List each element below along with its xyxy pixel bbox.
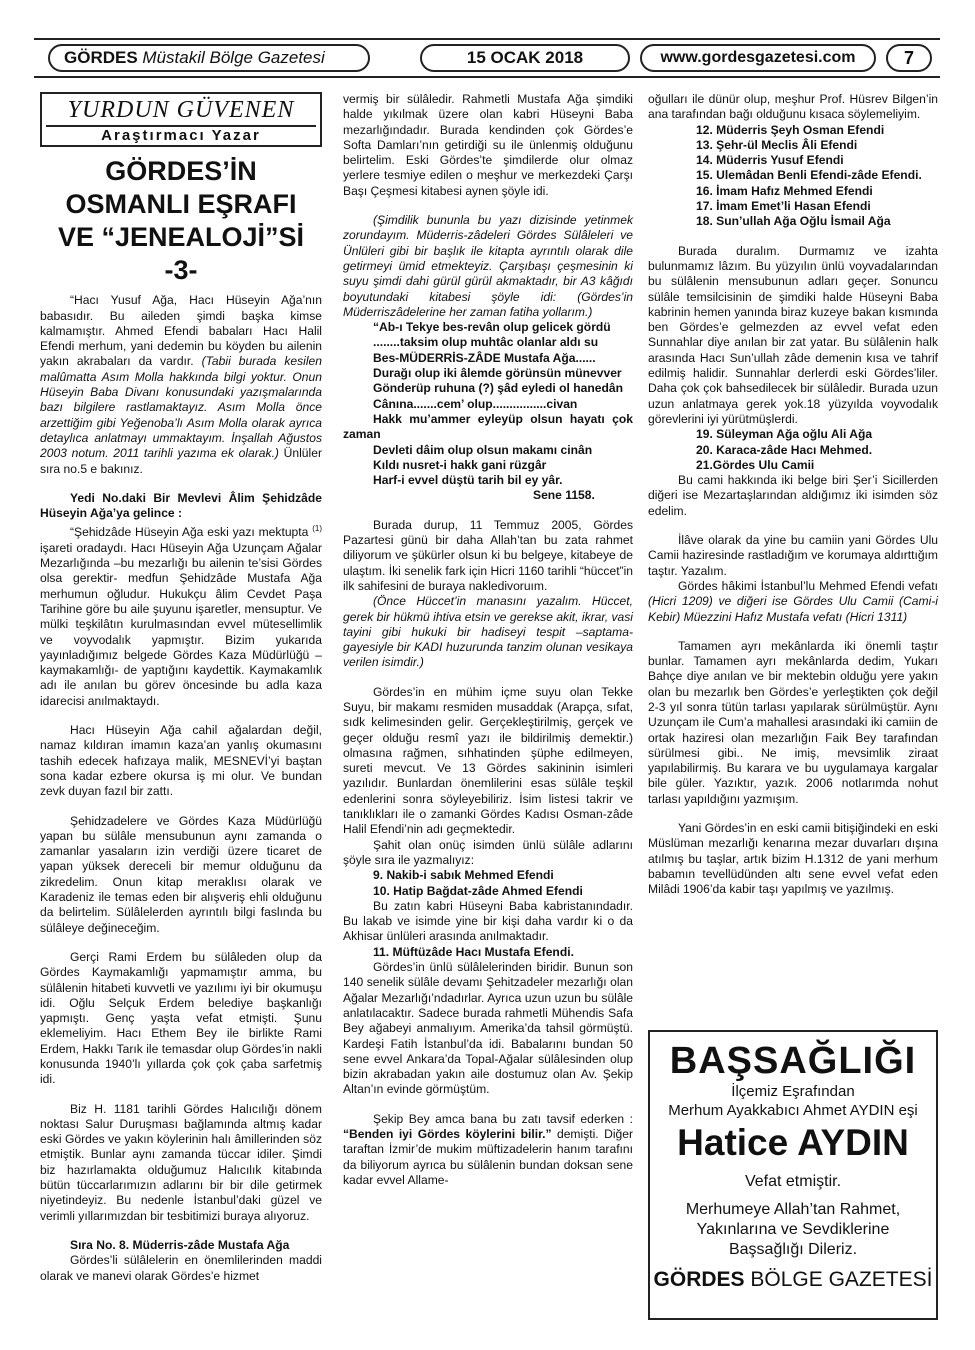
paragraph: Gördes hâkimi İstanbul’lu Mehmed Efendi vefatı (Hicri 1209) ve diğeri ise Gördes Ulu Camii (Cami-i Kebir) Müezzini Hafız Mustafa vefatı (Hicri 1311) [648, 578, 938, 624]
inscription-line: Cânına.......cem’ olup................civan [373, 396, 578, 411]
paragraph: Bu zatın kabri Hüseyni Baba kabristanındadır. Bu lakab ve isimde yine bir kişi daha vardır ki o da Akhisar ünlüleri arasında anılmaktadır. [343, 898, 633, 944]
list-item: 19. Süleyman Ağa oğlu Ali Ağa [696, 427, 873, 442]
inscription-line: Hakk mu’ammer eyleyüp olsun hayatı çok zaman [343, 411, 633, 442]
condolence-ad [648, 1030, 938, 1320]
paragraph-italic: (Şimdilik bununla bu yazı dizisinde yetinmek zorundayım. Müderris-zâdeleri Gördes Sülâleleri ve Ünlüleri gibi bir başlık ile kitapta ayrıntılı olarak dile getirmeyi ümid etmekteyiz. Çarşıbaşı çeşmesinin ki suyu şimdi dahi gürül gürül akmaktadır, bir A3 kâğıdı boyutundaki kitabesi şöyle idi: (Gördes’in Müderriszâdelerine her zaman fatiha yollarım.) [343, 213, 633, 319]
paragraph: Biz H. 1181 tarihli Gördes Halıcılığı dönem noktası Salur Duruşması bağlamında altmış kadar eski Gördes ve yakın köylerinin halı âmillerinden söz etmiştik. Bunlar aynı zamanda tüccar idiler. Şimdi biz hazırlamakta olduğumuz Halıcılık kitabında bütün tüccarlarımızın adlarını bir bir dile getirmek niyetindeyiz. Bu nedenle İstanbul’daki güzel ve verimli yıllarımızdan bir tesbitimizi buraya alıyoruz. [40, 1101, 322, 1223]
list-item: 16. İmam Hafız Mehmed Efendi [696, 183, 873, 198]
paragraph: Gerçi Rami Erdem bu sülâleden olup da Gördes Kaymakamlığı yapmamıştır amma, bu sülâlenin hitabeti kuvvetli ve yazılımı iyi bir okumuşu idi. Oğlu Selçuk Erdem belediye başkanlığı yapmıştı. Genç yaşta vefat etmişti. Şunu eklemeliyim. Hacı Ethem Bey ile birlikte Rami Erdem, Hakkı Tarık ile temasdar olup Gördes’in nakli konusunda 1940’lı yıllarda çok çok çaba sarfetmiş idi. [40, 949, 322, 1087]
list-item: 11. Müftüzâde Hacı Mustafa Efendi. [373, 944, 574, 959]
inscription-line: Harf-i evvel düştü tarih bil ey yâr. [373, 473, 563, 488]
article-title [40, 155, 322, 287]
list-item: 17. İmam Emet’li Hasan Efendi [696, 199, 871, 214]
list-item: 12. Müderris Şeyh Osman Efendi [696, 122, 885, 137]
paragraph: Burada durup, 11 Temmuz 2005, Gördes Pazartesi günü bir daha Allah’tan bu zata rahmet diliyorum ve şükürler olsun ki bu belgeye, kitabeye de ulaştım. İki senelik fark için Hicri 1160 tarihli “hüccet”in ilk sahifesini de buraya nakledivoruım. [343, 517, 633, 593]
paragraph: Yani Gördes’in en eski camii bitişiğindeki en eski Müslüman mezarlığı kenarına mezar duvarları dışına atılmış bu taşlar, artık bizim H.1312 de yani merhum babamın tevellüdünden altı sene evvel vefat eden Milâdi 1906’da kabir taşı yapılmış ve yazılmış. [648, 821, 938, 897]
ad-body-4: Başsağlığı Dileriz. [728, 1241, 858, 1258]
paper-name: GÖRDES [64, 48, 138, 67]
title-line-1: GÖRDES’İN [105, 156, 257, 187]
list-item: 20. Karaca-zâde Hacı Mehmed. [696, 442, 873, 457]
paragraph: Bu cami hakkında iki belge biri Şer’i Sicillerden diğeri ise Mezartaşlarından aldığımız iki isimden söz edelim. [648, 473, 938, 518]
inscription-line: “Ab-ı Tekye bes-revân olup gelicek gördü [373, 320, 611, 335]
column-2 [343, 92, 633, 1188]
list-item: 10. Hatip Bağdat-zâde Ahmed Efendi [373, 883, 583, 898]
author-name: YURDUN GÜVENEN [67, 97, 295, 123]
header-website[interactable] [640, 44, 876, 72]
author-role: Araştırmacı Yazar [46, 125, 316, 143]
ad-signature: GÖRDES BÖLGE GAZETESİ [653, 1268, 933, 1291]
paragraph: İlâve olarak da yine bu camiin yani Gördes Ulu Camii haziresinde rastladığım ve korumaya aldırttığım taştır. Yazalım. [648, 533, 938, 578]
paragraph: Şehidzadelere ve Gördes Kaza Müdürlüğü yapan bu sülâle mensubunun aynı zamanda o zamanlar yasaların izin verdiği üzere ticaret de yapan yüksek dereceli bir memur olduğunu da zikredelim. Onun kitap meraklısı olarak ve Karadeniz ile temas eden bir alışveriş ehli olduğunu da belirtelim. Sülâlelerden ayrıntılı bilgi faslında bu sülâleye değineceğim. [40, 813, 322, 935]
paper-subtitle: Müstakil Bölge Gazetesi [142, 48, 325, 67]
author-box [40, 92, 322, 147]
header-page-number [886, 44, 932, 72]
list-item: 13. Şehr-ül Meclis Âli Efendi [696, 137, 858, 152]
ad-line-2: Merhum Ayakkabıcı Ahmet AYDIN eşi [668, 1102, 918, 1119]
list-item: 21.Gördes Ulu Camii [696, 457, 815, 472]
title-line-3: VE “JENEALOJİ”Sİ -3- [57, 222, 305, 286]
inscription-date: Sene 1158. [533, 488, 595, 503]
ad-title: BAŞSAĞLIĞI [669, 1040, 917, 1082]
inscription-line: ........taksim olup muhtâc olanlar aldı su [373, 335, 599, 350]
inscription-line: Durağı olup iki âlemde görünsün münevver [373, 366, 622, 381]
header-paper-name [48, 44, 370, 72]
subheading: Sıra No. 8. Müderris-zâde Mustafa Ağa [70, 1237, 290, 1252]
paragraph: Tamamen ayrı mekânlarda iki önemli taştır bunlar. Tamamen ayrı mekânlarda dedim, Yukarı Bahçe diye anılan ve bir mektebin olduğu yere yakın olan bu mezarlık ben Gördes’e yerleştikten çok değil 2-3 yıl sonra tütün tarlası yapılarak sürülmüştür. Aynı Uzunçam ile Cum’a mahallesi arasındaki iki camiin de ortak haziresi olan mezarlığın Faik Bey tarafından sürülmesi gibi.. Ne imiş, mevsimlik ziraat yapılabilirmiş. Bu karara ve bu uygulamaya kargalar bile güler. Yazıktır, yazık. 2006 notlarımda nohut tarlası yapıldığını yazmışım. [648, 638, 938, 806]
paragraph-italic: (Önce Hüccet’in manasını yazalım. Hüccet, gerek bir hükmü ihtiva etsin ve gerekse akit, ikrar, vasi tayini gibi hukuki bir hadiseyi tespit –saptama- gayesiyle bir KADI huzurunda tanzim olunan vesikaya verilen isimdir.) [343, 594, 633, 670]
list-item: 15. Ulemâdan Benli Efendi-zâde Efendi. [696, 168, 922, 183]
paragraph: Gördes’in en mühim içme suyu olan Tekke Suyu, bir makamı resmiden musaddak (Arapça, sıfat, sıdk kelimesinden gelir. Gerçekleştirilmiş, gerçek ve geçer olduğu resmî yazı ile bildirilmiş demektir.) olmasına rağmen, sıhhatinden şüphe edilmeyen, sureti mevcut. Ve 13 Gördes sakininin isimleri yazılıdır. Bunlardan önemlilerini esas sülâle teşkil edenlerini sonra söyleyebiliriz. İsim listesi takrir ve tanıklıkları ile o zamanki Gördes Kadısı Osman-zâde Halil Efendi’nin adı geçmektedir. [343, 684, 633, 837]
column-1 [40, 92, 322, 1284]
ad-body-3: Yakınlarına ve Sevdiklerine [696, 1221, 890, 1238]
website-link[interactable]: www.gordesgazetesi.com [660, 49, 856, 66]
paragraph: vermiş bir sülâledir. Rahmetli Mustafa Ağa şimdiki halde yıkılmak üzere olan kabri Hüseyni Baba mezarlığındadır. Burada kendinden çok Gördes’e Softa Damları’nın getirdiği su ile ünlenmiş olduğunu belirtelim. Eski Gördes’te şimdilerde olur olmaz yerlere tesmiye edilen o meşhur ve merkezdeki Çarşı Başı Çeşmesi kitabesi aynen şöyle idi. [343, 92, 633, 198]
paragraph: “Şehidzâde Hüseyin Ağa eski yazı mektupta $^{(1)}$ işareti oradaydı. Hacı Hüseyin Ağa Uzunçam Ağalar Mezarlığında –bu mezarlığı bu ailenin te’sisi Gördes olsa gerektir- medfun Şehidzâde Mustafa Ağa merhumun oğludur. Hukukçu âlim Cevdet Paşa Tarihine göre bu aile şuyunu işaretler, mensuptur. Ve mülki teşkilâtın kurulmasından evvel mütesellimlik ve voyvodalık yapmıştır. Bizim yukarıda yayınladığımız belgede Gördes Kaza Müdürlüğü –kaymakamlığı- de yaptığını kaydettik. Kaymakamlık adı ile anılan bu görev öncesinde bu adla kaza idarecisi anılmaktaydı. [40, 524, 322, 708]
inscription-line: Gönderüp ruhuna (?) şâd eyledi ol hanedân [373, 381, 623, 396]
header-date [420, 44, 630, 72]
paragraph: Gördes’li sülâlelerin en önemlilerinden maddi olarak ve manevi olarak Gördes’e hizmet [40, 1253, 322, 1283]
paragraph: Şekip Bey amca bana bu zatı tavsif ederken : “Benden iyi Gördes köylerini bilir.” demişti. Diğer taraftan İzmir’de mukim müftizadelerin hanım tarafını da biliyorum ayrıca bu sülâlenin bundan doksan sene kadar evvel Allame- [343, 1111, 633, 1187]
inscription-line: Kıldı nusret-i hakk gani rüzgâr [373, 457, 547, 472]
inscription-line: Devleti dâim olup olsun makamı cinân [373, 442, 593, 457]
paragraph: Şahit olan onüç isimden ünlü sülâle adlarını şöyle sıra ile yazmalıyız: [343, 837, 633, 867]
inscription-line: Bes-MÜDERRİS-ZÂDE Mustafa Ağa...... [373, 350, 596, 365]
title-line-2: OSMANLI EŞRAFI [65, 189, 297, 220]
paragraph: oğulları ile dünür olup, meşhur Prof. Hüsrev Bilgen’in ana tarafından bağı olduğunu kısaca söylemeliyim. [648, 92, 938, 122]
paragraph: Burada duralım. Durmamız ve izahta bulunmamız lâzım. Bu yüzyılın ünlü voyvadalarından bu sülâlenin mensubunun adları geçer. Sonuncu sülâle temsilcisinin de şimdiki halde Hüseyni Baba kabrinin hemen yanında biraz kuzeye bakan kısmında ben Gördes’e gelmezden az evvel vefat eden Sunnahlar diye anılan bir zat yatar. Bu sülâlenin halk arasında Hacı Sun’ullah zâde demenin kısa ve tahrif edilmiş halidir. Sunnahlar derlerdi eski Gördes’liler. Daha çok çok bahsedilecek bir sülâledir. Burada uzun uzun anlatmaya gerek yok.18 yüzyılda voyvodalık görevlerini iyi yürütmüşlerdi. [648, 243, 938, 426]
issue-date: 15 OCAK 2018 [466, 48, 584, 67]
column-3 [648, 92, 938, 898]
ad-body-2: Merhumeye Allah’tan Rahmet, [685, 1201, 901, 1218]
page-number: 7 [903, 47, 914, 68]
ad-line-1: İlçemiz Eşrafından [731, 1083, 855, 1100]
list-item: 9. Nakib-i sabık Mehmed Efendi [373, 868, 554, 883]
paragraph: Hacı Hüseyin Ağa cahil ağalardan değil, namaz kıldıran imamın kaza’an yanlış okumasını tashih edecek hafızaya malik, MESNEVİ’yi baştan sona kadar ezbere okursa iş mi olur. Ve bundan zevk duyan fazıl bir zattı. [40, 723, 322, 799]
ad-body-1: Vefat etmiştir. [744, 1173, 842, 1190]
subheading: Yedi No.daki Bir Mevlevi Âlim Şehidzâde Hüseyin Ağa’ya gelince : [40, 490, 322, 521]
paragraph: Gördes’in ünlü sülâlelerinden biridir. Bunun son 140 senelik sülâle devamı Şehitzadeler mezarlığı olan Ağalar Mezarlığı’ndadırlar. Ayrıca uzun uzun bu sülâle anlatılacaktır. Sadece burada rahmetli Mühendis Safa Bey ağabeyi anmalıyım. Amerika’da tahsil görmüştü. Kardeşi Fatih İstanbul’da idi. Babalarını bundan 50 sene evvel Ankara’da Topal-Ağalar sülâlesinden olup bizin akrabadan yakın aile dostumuz olan Av. Şekip Altan’ın evinde görmüştüm. [343, 960, 633, 1097]
list-item: 18. Sun’ullah Ağa Oğlu İsmail Ağa [696, 214, 891, 229]
list-item: 14. Müderris Yusuf Efendi [696, 153, 844, 168]
ad-deceased-name: Hatice AYDIN [677, 1122, 909, 1163]
paragraph: “Hacı Yusuf Ağa, Hacı Hüseyin Ağa’nın babasıdır. Bu aileden şimdi başka kimse kalmamıştır. Ahmed Efendi babaları Hacı Halil Efendi merhum, yani dedemin bu köyden bu ailenin yakın akrabaları da vardır. (Tabii burada kesilen malûmatta Asım Molla hakkında bilgi yoktur. Onun Hüseyin Baba Divanı konusundaki yazışmalarında bazı bilgilere rastlamaktayız. Asım Molla önce arzettiğim gibi Yeğenoba’lı Asım Molla olarak ayrıca detaylıca anlatmayı ummaktayım. İnşallah Ağustos 2003 notum. 2011 tarihli yazıma ek olarak.) Ünlüler sıra no.5 e bakınız. [40, 293, 322, 476]
